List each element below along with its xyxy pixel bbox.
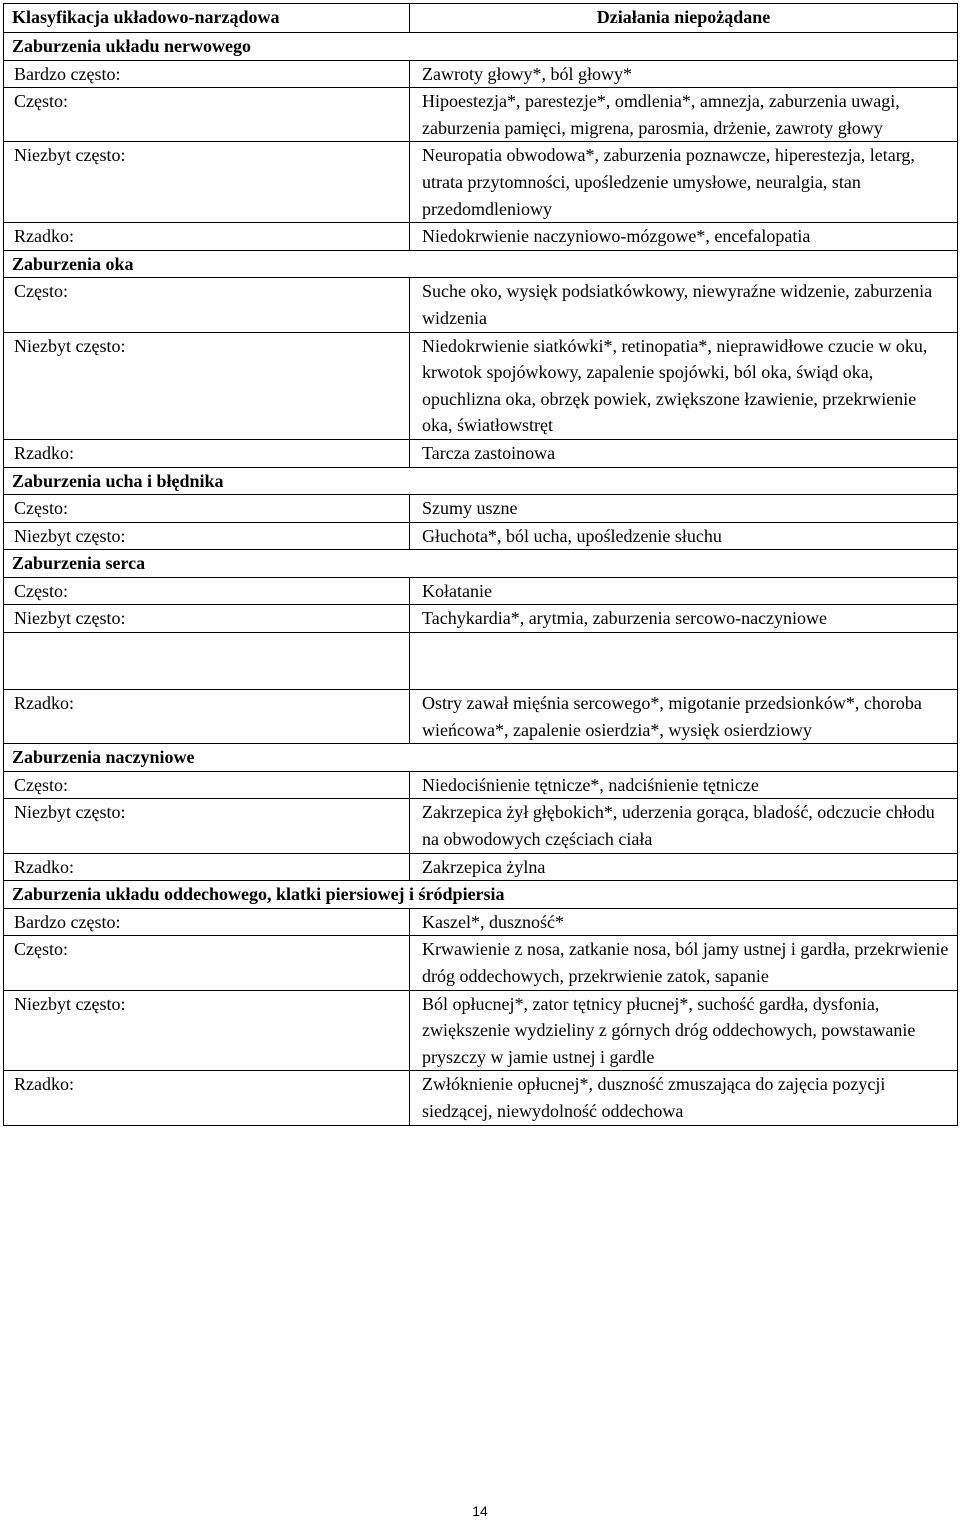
table-row [4,495,958,523]
section-title: Zaburzenia układu oddechowego, klatki piersiowej i śródpiersia [4,881,958,909]
table-row [4,332,958,439]
frequency-cell: Rzadko: [4,1071,410,1125]
table-row [4,853,958,881]
effects-cell: Kołatanie [410,577,958,605]
section-title: Zaburzenia oka [4,250,958,278]
section-title: Zaburzenia serca [4,550,958,578]
frequency-cell: Rzadko: [4,439,410,467]
table-row [4,577,958,605]
frequency-cell: Często: [4,577,410,605]
section-title-row [4,744,958,772]
frequency-cell: Często: [4,771,410,799]
table-row [4,690,958,744]
section-title-row [4,881,958,909]
table-row [4,439,958,467]
section-title: Zaburzenia układu nerwowego [4,33,958,61]
effects-cell: Zakrzepica żylna [410,853,958,881]
frequency-cell: Często: [4,936,410,990]
table-header-row [4,4,958,33]
frequency-cell: Bardzo często: [4,60,410,88]
effects-cell: Zakrzepica żył głębokich*, uderzenia gorąca, bladość, odczucie chłodu na obwodowych częściach ciała [410,799,958,853]
frequency-cell: Rzadko: [4,223,410,251]
effects-cell: Głuchota*, ból ucha, upośledzenie słuchu [410,522,958,550]
frequency-cell: Często: [4,278,410,332]
effects-cell: Ostry zawał mięśnia sercowego*, migotanie przedsionków*, choroba wieńcowa*, zapalenie osierdzia*, wysięk osierdziowy [410,690,958,744]
table-row [4,278,958,332]
table-spacer-row [4,633,958,690]
effects-cell: Tarcza zastoinowa [410,439,958,467]
table-row [4,605,958,633]
section-title-row [4,550,958,578]
table-row [4,936,958,990]
effects-cell: Niedociśnienie tętnicze*, nadciśnienie tętnicze [410,771,958,799]
frequency-cell: Rzadko: [4,690,410,744]
section-title-row [4,467,958,495]
frequency-cell: Bardzo często: [4,908,410,936]
effects-cell: Szumy uszne [410,495,958,523]
effects-cell: Suche oko, wysięk podsiatkówkowy, niewyraźne widzenie, zaburzenia widzenia [410,278,958,332]
effects-cell: Niedokrwienie naczyniowo-mózgowe*, encefalopatia [410,223,958,251]
frequency-cell: Często: [4,88,410,142]
adverse-reactions-table [3,3,958,1126]
table-row [4,1071,958,1125]
frequency-cell: Niezbyt często: [4,605,410,633]
table-row [4,990,958,1071]
frequency-cell: Często: [4,495,410,523]
frequency-cell: Niezbyt często: [4,142,410,223]
effects-cell: Kaszel*, duszność* [410,908,958,936]
header-organ-class: Klasyfikacja układowo-narządowa [4,4,410,33]
table-row [4,771,958,799]
effects-cell: Ból opłucnej*, zator tętnicy płucnej*, suchość gardła, dysfonia, zwiększenie wydzieliny z górnych dróg oddechowych, powstawanie pryszczy w jamie ustnej i gardle [410,990,958,1071]
table-row [4,223,958,251]
table-row [4,142,958,223]
table-row [4,522,958,550]
section-title: Zaburzenia ucha i błędnika [4,467,958,495]
frequency-cell: Niezbyt często: [4,522,410,550]
table-row [4,799,958,853]
effects-cell: Tachykardia*, arytmia, zaburzenia sercowo-naczyniowe [410,605,958,633]
frequency-cell: Niezbyt często: [4,990,410,1071]
effects-cell: Krwawienie z nosa, zatkanie nosa, ból jamy ustnej i gardła, przekrwienie dróg oddechowych, przekrwienie zatok, sapanie [410,936,958,990]
adverse-reactions-table-container [3,3,957,1126]
table-row [4,60,958,88]
section-title-row [4,250,958,278]
frequency-cell: Niezbyt często: [4,799,410,853]
frequency-cell: Rzadko: [4,853,410,881]
effects-cell: Neuropatia obwodowa*, zaburzenia poznawcze, hiperestezja, letarg, utrata przytomności, upośledzenie umysłowe, neuralgia, stan przedomdleniowy [410,142,958,223]
effects-cell: Niedokrwienie siatkówki*, retinopatia*, nieprawidłowe czucie w oku, krwotok spojówkowy, zapalenie spojówki, ból oka, świąd oka, opuchlizna oka, obrzęk powiek, zwiększone łzawienie, przekrwienie oka, światłowstręt [410,332,958,439]
header-adverse-effects: Działania niepożądane [410,4,958,33]
table-row [4,908,958,936]
frequency-cell: Niezbyt często: [4,332,410,439]
effects-cell: Zwłóknienie opłucnej*, duszność zmuszająca do zajęcia pozycji siedzącej, niewydolność oddechowa [410,1071,958,1125]
page-number: 14 [472,1503,488,1519]
section-title-row [4,33,958,61]
effects-cell: Hipoestezja*, parestezje*, omdlenia*, amnezja, zaburzenia uwagi, zaburzenia pamięci, migrena, parosmia, drżenie, zawroty głowy [410,88,958,142]
table-row [4,88,958,142]
section-title: Zaburzenia naczyniowe [4,744,958,772]
effects-cell: Zawroty głowy*, ból głowy* [410,60,958,88]
